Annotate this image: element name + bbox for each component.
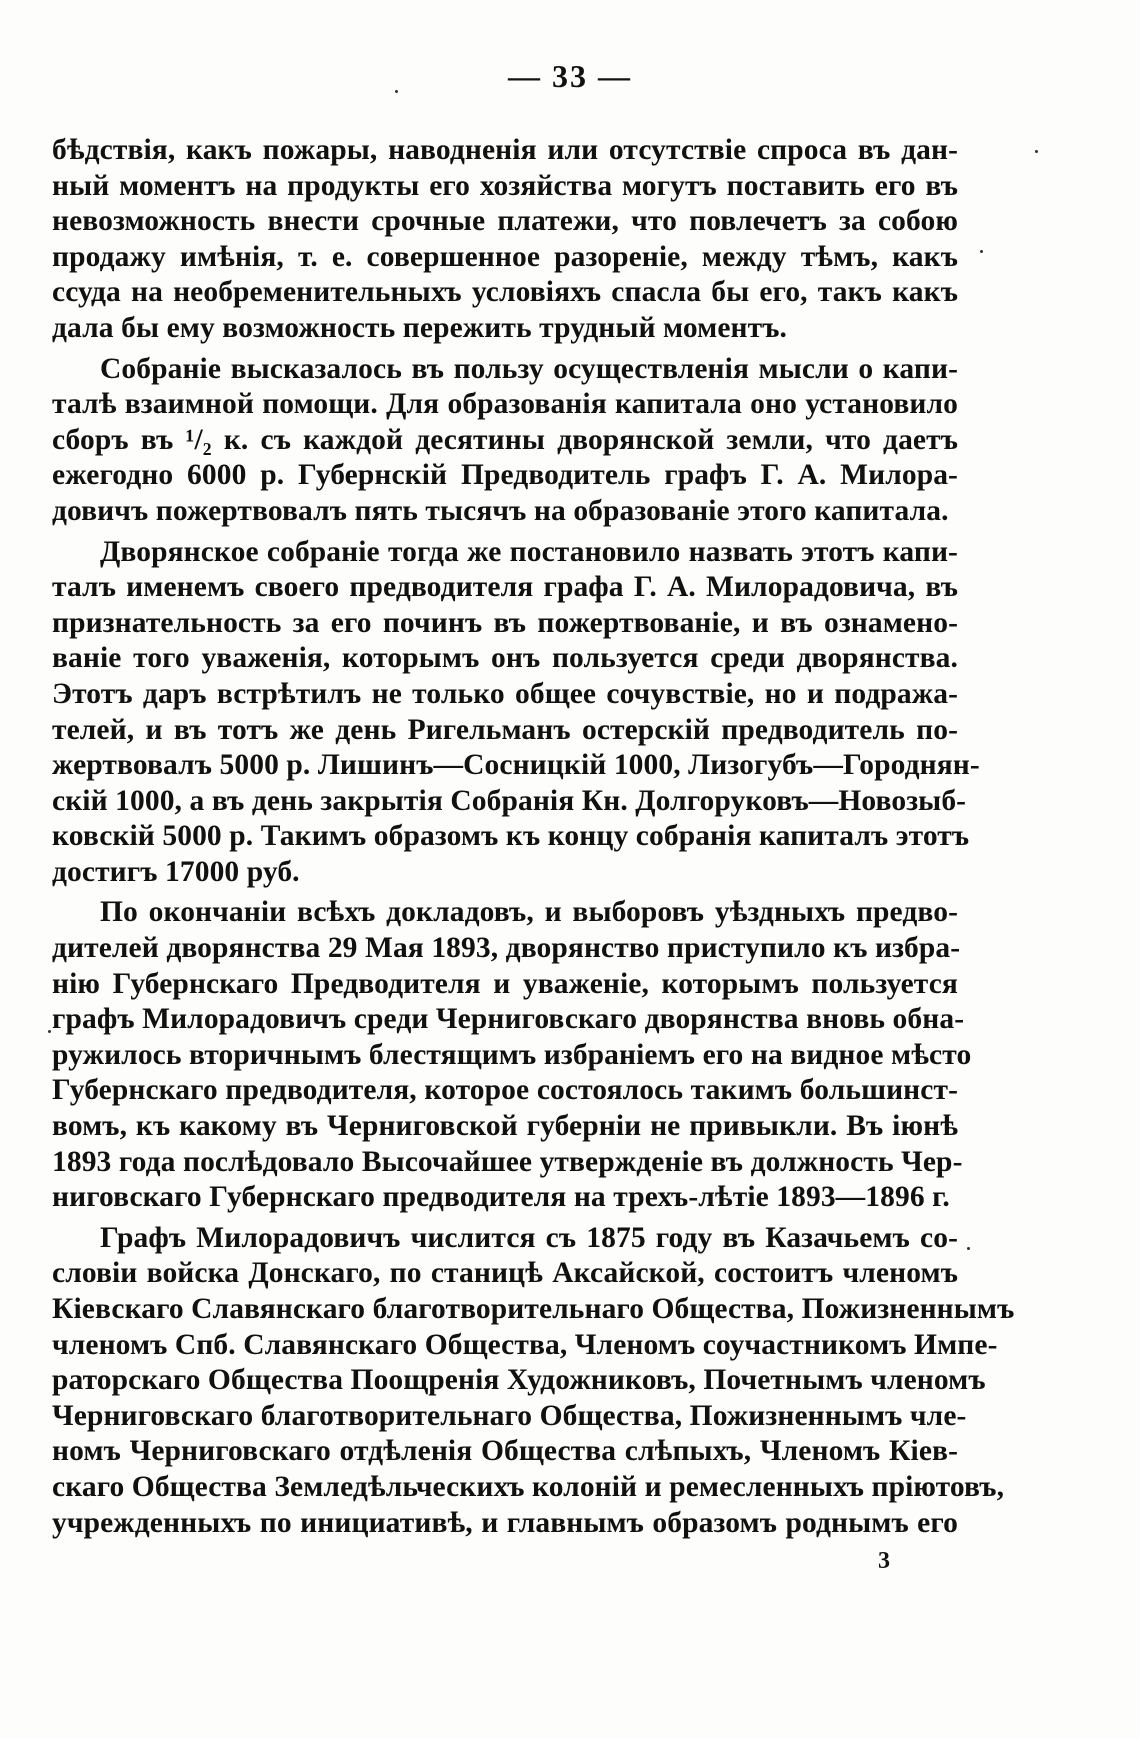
text-line: ссуда на необременительныхъ условіяхъ спасла бы его, такъ какъ xyxy=(52,276,958,309)
text-line: Дворянское собраніе тогда же постановило назвать этотъ капи- xyxy=(100,535,958,568)
text-line: нію Губернскаго Предводителя и уваженіе, которымъ пользуется xyxy=(52,967,958,1000)
text-line: членомъ Спб. Славянскаго Общества, Членомъ соучастникомъ Импе- xyxy=(52,1328,998,1361)
print-speck xyxy=(395,90,398,93)
text-line: 1893 года послѣдовало Высочайшее утвержденіе въ должность Чер- xyxy=(52,1145,963,1178)
signature-mark: 3 xyxy=(878,1548,890,1574)
text-line: По окончаніи всѣхъ докладовъ, и выборовъ уѣздныхъ предво- xyxy=(100,896,958,929)
text-line: словіи войска Донскаго, по станицѣ Аксайской, состоитъ членомъ xyxy=(52,1257,958,1290)
text-line: скій 1000, а въ день закрытія Собранія Кн. Долгоруковъ—Новозыб- xyxy=(52,784,967,817)
paragraph xyxy=(52,133,958,347)
text-line: Собраніе высказалось въ пользу осуществленія мысли о капи- xyxy=(100,352,958,385)
text-line: жертвовалъ 5000 р. Лишинъ—Сосницкій 1000, Лизогубъ—Городнян- xyxy=(52,749,980,782)
text-line: вомъ, къ какому въ Черниговской губерніи не привыкли. Въ іюнѣ xyxy=(52,1110,958,1143)
text-line: телей, и въ тотъ же день Ригельманъ остерскій предводитель по- xyxy=(52,713,958,746)
text-line: довичъ пожертвовалъ пять тысячъ на образованіе этого капитала. xyxy=(52,494,949,527)
text-line: номъ Черниговскаго отдѣленія Общества слѣпыхъ, Членомъ Кіев- xyxy=(52,1435,958,1468)
paragraph xyxy=(52,535,980,891)
text-line: невозможность внести срочные платежи, что повлечетъ за собою xyxy=(52,205,958,238)
text-line: ниговскаго Губернскаго предводителя на трехъ-лѣтіе 1893—1896 г. xyxy=(52,1181,950,1214)
text-line: ружилось вторичнымъ блестящимъ избраніемъ его на видное мѣсто xyxy=(52,1038,972,1071)
text-line: графъ Милорадовичъ среди Черниговскаго дворянства вновь обна- xyxy=(52,1003,965,1036)
text-line: ежегодно 6000 р. Губернскій Предводитель графъ Г. А. Милора- xyxy=(52,459,958,492)
text-line: Этотъ даръ встрѣтилъ не только общее сочувствіе, но и подража- xyxy=(52,677,958,710)
paragraph xyxy=(52,352,958,530)
text-line: дителей дворянства 29 Мая 1893, дворянство приступило къ избра- xyxy=(52,932,961,965)
text-line: скаго Общества Земледѣльческихъ колоній и ремесленныхъ пріютовъ, xyxy=(52,1470,1005,1503)
text-line: ный моментъ на продукты его хозяйства могутъ поставить его въ xyxy=(52,169,958,202)
text-line: Кіевскаго Славянскаго благотворительнаго Общества, Пожизненнымъ xyxy=(52,1293,1015,1325)
print-speck xyxy=(980,250,983,253)
text-line: продажу имѣнія, т. е. совершенное разореніе, между тѣмъ, какъ xyxy=(52,240,958,273)
text-line: дала бы ему возможность пережить трудный моментъ. xyxy=(52,311,787,344)
text-line: бѣдствія, какъ пожары, наводненія или отсутствіе спроса въ дан- xyxy=(52,134,958,166)
text-line: раторскаго Общества Поощренія Художниковъ, Почетнымъ членомъ xyxy=(52,1364,986,1397)
text-line: талѣ взаимной помощи. Для образованія капитала оно установило xyxy=(52,388,958,421)
text-line: Черниговскаго благотворительнаго Общества, Пожизненнымъ чле- xyxy=(52,1399,967,1432)
print-speck xyxy=(48,1030,51,1033)
page-number: — 33 — xyxy=(508,58,632,94)
text-line: достигъ 17000 руб. xyxy=(52,855,300,888)
body-text xyxy=(52,133,1015,1541)
print-speck xyxy=(1035,150,1038,153)
paragraph xyxy=(52,1221,1015,1541)
text-line: учрежденныхъ по инициативѣ, и главнымъ образомъ роднымъ его xyxy=(52,1506,958,1539)
text-line: талъ именемъ своего предводителя графа Г. А. Милорадовича, въ xyxy=(52,571,958,604)
text-line: признательность за его починъ въ пожертвованіе, и въ ознамено- xyxy=(52,606,958,639)
text-line: Губернскаго предводителя, которое состоялось такимъ большинст- xyxy=(52,1074,958,1107)
paragraph xyxy=(52,895,972,1215)
text-line: ковскій 5000 р. Такимъ образомъ къ концу собранія капиталъ этотъ xyxy=(52,820,970,853)
text-line: Графъ Милорадовичъ числится съ 1875 году въ Казачьемъ со- xyxy=(100,1221,958,1254)
text-line: ваніе того уваженія, которымъ онъ пользуется среди дворянства. xyxy=(52,642,958,675)
print-speck xyxy=(967,1247,970,1250)
text-line: сборъ въ ¹/₂ к. съ каждой десятины дворянской земли, что даетъ xyxy=(52,423,958,456)
